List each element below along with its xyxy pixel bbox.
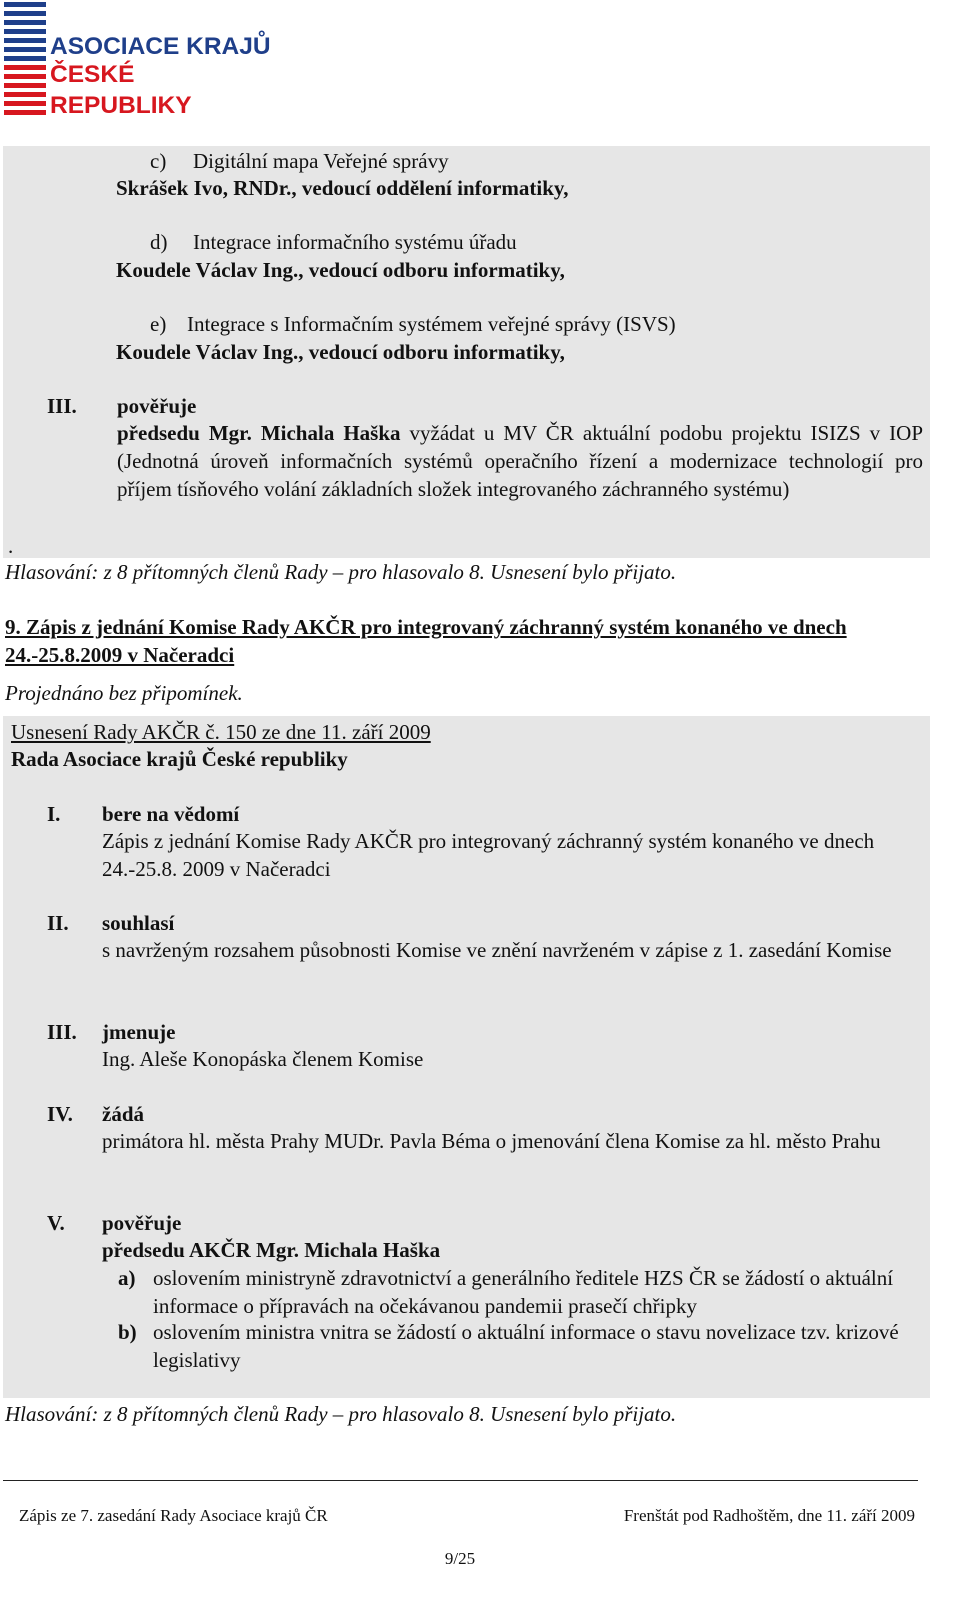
- footer-left: Zápis ze 7. zasedání Rady Asociace krajů ČR: [19, 1506, 328, 1525]
- point-5-subject: předsedu AKČR Mgr. Michala Haška: [102, 1238, 441, 1262]
- point-5-verb: pověřuje: [102, 1211, 182, 1235]
- point-3-numeral: III.: [47, 1020, 77, 1044]
- item-c-person: Skrášek Ivo, RNDr., vedoucí oddělení informatiky,: [116, 176, 569, 200]
- item-e-text: Integrace s Informačním systémem veřejné správy (ISVS): [187, 312, 676, 336]
- logo-line1: ASOCIACE KRAJŮ: [50, 33, 271, 60]
- subitem-a-label: a): [118, 1266, 136, 1290]
- akcr-logo: [4, 0, 274, 125]
- point-1-verb: bere na vědomí: [102, 802, 240, 826]
- page-number: 9/25: [444, 1549, 476, 1568]
- subitem-b-label: b): [118, 1320, 137, 1344]
- logo-stripes: [4, 0, 48, 125]
- point-2-numeral: II.: [47, 911, 69, 935]
- point-2-verb: souhlasí: [102, 911, 175, 935]
- item-c-label: c): [150, 149, 167, 173]
- footer-divider: [3, 1480, 918, 1481]
- subitem-a-text: oslovením ministryně zdravotnictví a generálního ředitele HZS ČR se žádostí o aktuální informace o přípravách na očekávanou pandemii prasečí chřipky: [153, 1266, 894, 1318]
- point-4-verb: žádá: [102, 1102, 144, 1126]
- vote-result-1: Hlasování: z 8 přítomných členů Rady – pro hlasovalo 8. Usnesení bylo přijato.: [5, 560, 677, 584]
- subitem-b-text: oslovením ministra vnitra se žádostí o aktuální informace o stavu novelizace tzv. krizové legislativy: [153, 1320, 899, 1372]
- item-d-label: d): [150, 230, 168, 254]
- discussion-note: Projednáno bez připomínek.: [5, 681, 243, 705]
- point-3-verb: jmenuje: [102, 1020, 176, 1044]
- point-4-text: primátora hl. města Prahy MUDr. Pavla Béma o jmenování člena Komise za hl. město Prahu: [102, 1129, 881, 1153]
- point-3-text: Ing. Aleše Konopáska členem Komise: [102, 1047, 424, 1071]
- section-heading: 9. Zápis z jednání Komise Rady AKČR pro integrovaný záchranný systém konaného ve dnech 24.-25.8.2009 v Načeradci: [5, 615, 847, 667]
- point-1-text: Zápis z jednání Komise Rady AKČR pro integrovaný záchranný systém konaného ve dnech 24.-25.8. 2009 v Načeradci: [102, 829, 875, 881]
- item-e-person: Koudele Václav Ing., vedoucí odboru informatiky,: [116, 340, 565, 364]
- item-d-person: Koudele Václav Ing., vedoucí odboru informatiky,: [116, 258, 565, 282]
- resolution-ref: Usnesení Rady AKČR č. 150 ze dne 11. září 2009: [11, 720, 431, 744]
- item-d-text: Integrace informačního systému úřadu: [193, 230, 517, 254]
- point-4-numeral: IV.: [47, 1102, 73, 1126]
- point-1-numeral: I.: [47, 802, 61, 826]
- council-name: Rada Asociace krajů České republiky: [11, 747, 348, 771]
- separator-dot: .: [8, 534, 14, 558]
- point3-verb: pověřuje: [117, 394, 197, 418]
- item-e-label: e): [150, 312, 167, 336]
- point-5-numeral: V.: [47, 1211, 65, 1235]
- point3-body: předsedu Mgr. Michala Haška vyžádat u MV ČR aktuální podobu projektu ISIZS v IOP (Jednotná úroveň informačních systémů operačního řízení a modernizace technologií pro příjem tísňového volání základních složek integrovaného záchranného systému): [117, 421, 923, 501]
- logo-line2: ČESKÉ REPUBLIKY: [50, 61, 192, 119]
- point-2-text: s navrženým rozsahem působnosti Komise ve znění navrženém v zápise z 1. zasedání Komise: [102, 938, 892, 962]
- point3-numeral: III.: [47, 394, 77, 418]
- vote-result-2: Hlasování: z 8 přítomných členů Rady – pro hlasovalo 8. Usnesení bylo přijato.: [5, 1402, 677, 1426]
- item-c-text: Digitální mapa Veřejné správy: [193, 149, 449, 173]
- footer-right: Frenštát pod Radhoštěm, dne 11. září 2009: [623, 1506, 915, 1525]
